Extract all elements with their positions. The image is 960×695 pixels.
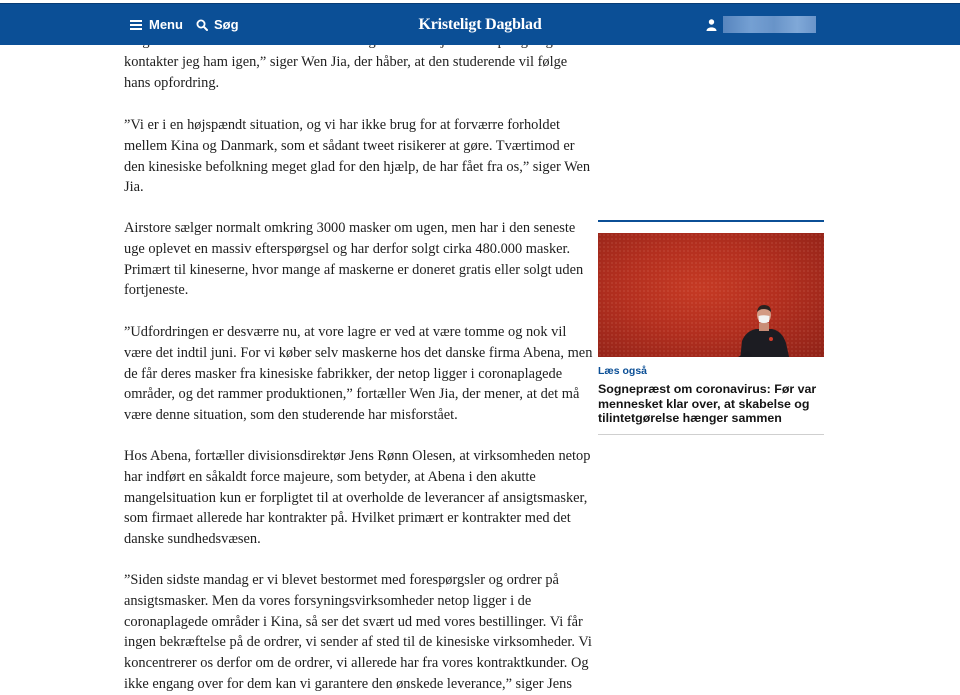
- teaser-bottom-divider: [598, 434, 824, 435]
- related-article-teaser[interactable]: [598, 220, 824, 435]
- site-header: [0, 3, 960, 45]
- article-paragraph: Airstore sælger normalt omkring 3000 masker om ugen, men har i den seneste uge oplevet en massiv efterspørgsel og har derfor solgt cirka 480.000 masker. Primært til kineserne, hvor mange af maskerne er doneret gratis eller solgt uden fortjeneste.: [124, 220, 584, 299]
- teaser-headline-link[interactable]: Sognepræst om coronavirus: Før var mennesket klar over, at skabelse og tilintetgørelse hænger sammen: [598, 382, 817, 425]
- user-account[interactable]: [706, 4, 816, 45]
- article-paragraph: ”Udfordringen er desværre nu, at vore lagre er ved at være tomme og nok vil være det indtil juni. For vi køber selv maskerne hos det danske firma Abena, men de får deres masker fra kinesiske fabrikker, der netop ligger i coronaplagede områder, og det rammer produktionen,” fortæller Wen Jia, der mener, at det må være denne situation, som den studerende har misforstået.: [124, 324, 593, 424]
- teaser-kicker: Læs også: [598, 365, 648, 377]
- article-paragraph: Hos Abena, fortæller divisionsdirektør Jens Rønn Olesen, at virksomheden netop har indført en såkaldt force majeure, som betyder, at Abena i den akutte mangelsituation kun er forpligtet til at overholde de leverancer af ansigtsmasker, som firmaet allerede har kontrakter på. Hvilket primært er kontrakter med det danske sundhedsvæsen.: [124, 448, 591, 548]
- person-with-mask-illustration: [738, 301, 798, 357]
- site-logo[interactable]: Kristeligt Dagblad: [418, 15, 542, 33]
- teaser-top-divider: [598, 220, 824, 222]
- user-name-redacted[interactable]: [723, 16, 816, 33]
- search-label: Søg: [214, 17, 239, 32]
- article-paragraph: ”Siden sidste mandag er vi blevet bestormet med forespørgsler og ordrer på ansigtsmasker. Men da vores forsyningsvirksomheder netop ligger i de coronaplagede områder i Kina, så ser det svært ud med vores bestillinger. Vi får ingen bekræftelse på de ordrer, vi sender af sted til de kinesiske virksomheder. Vi koncentrerer os derfor om de ordrer, vi allerede har fra vores kontraktkunder. Og ikke engang over for dem kan vi garantere den ønskede leverance,” siger Jens: [124, 572, 592, 692]
- menu-label: Menu: [149, 17, 183, 32]
- user-icon: [706, 19, 717, 31]
- teaser-image[interactable]: [598, 233, 824, 357]
- article-paragraph: ”Vi er i en højspændt situation, og vi har ikke brug for at forværre forholdet mellem Kina og Danmark, som et sådant tweet risikerer at gøre. Tværtimod er den kinesiske befolkning meget glad for den hjælp, de har fået fra os,” siger Wen Jia.: [124, 117, 591, 196]
- article-paragraph: kontakter jeg ham igen,” siger Wen Jia, der håber, at den studerende vil følge hans opfordring.: [124, 53, 568, 91]
